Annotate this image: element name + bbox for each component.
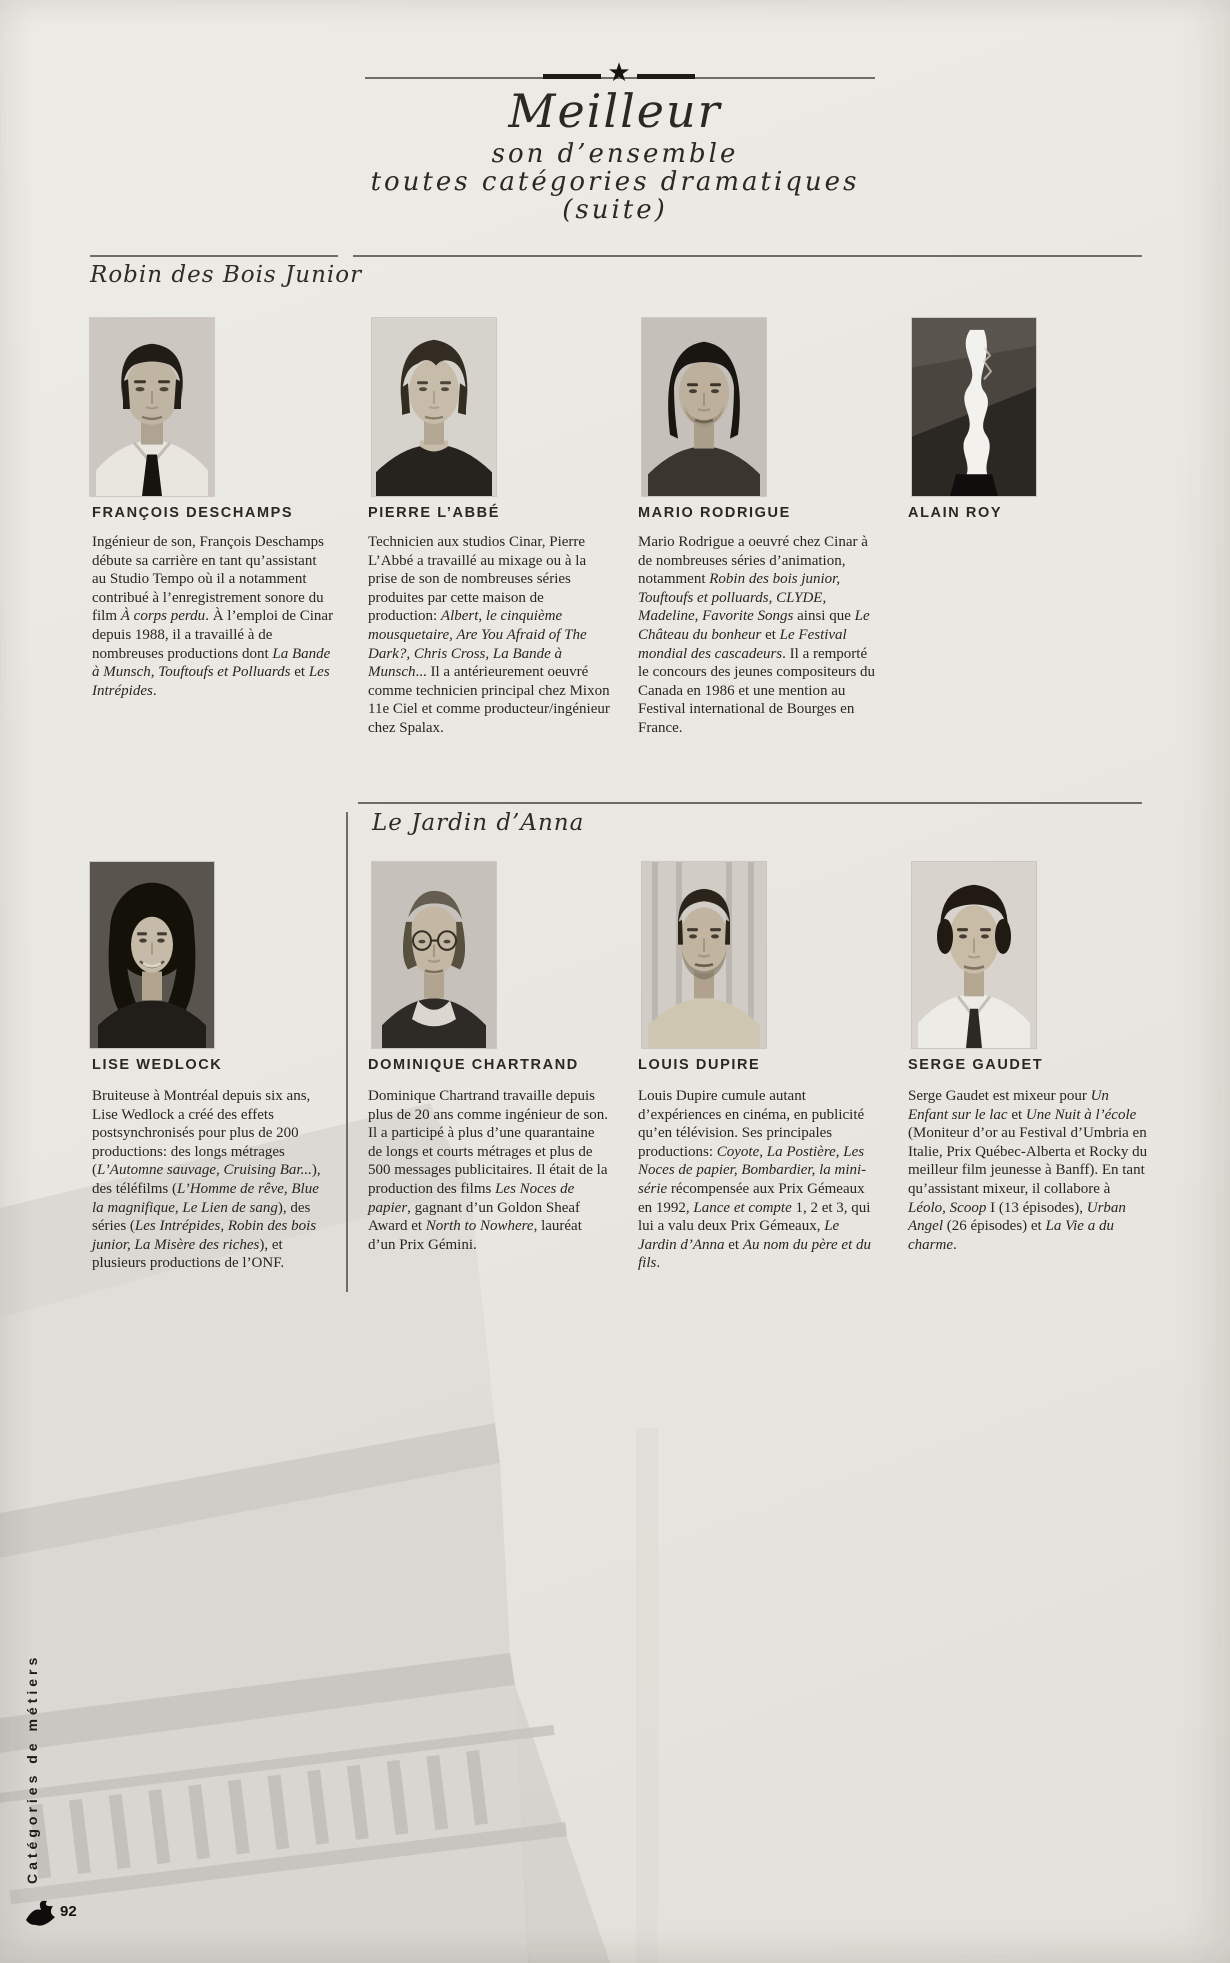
portrait-photo-pierre-labbe [372, 318, 496, 496]
bio-run: Ingénieur de son, François Deschamps débute sa carrière en tant qu’assistant au Studio Tempo où il a notamment contribué à l’enregistrement sonore du film [92, 534, 325, 625]
bio-run: ... Il a antérieurement oeuvré comme technicien principal chez Mixon 11e Ciel et comme producteur/ingénieur chez Spalax. [368, 664, 610, 736]
portrait-image [372, 862, 496, 1048]
bio-run: Une Nuit à l’école [1025, 1106, 1137, 1123]
bio-run: Serge Gaudet est mixeur pour [908, 1088, 1091, 1104]
bird-logo-icon [24, 1894, 58, 1932]
bio-run: récompensée aux Prix Gémeaux en 1992, [638, 1180, 865, 1216]
header-rule-thick-right [637, 74, 695, 79]
bio-run: La Vie a du charme [908, 1218, 1114, 1253]
bio-run: Léolo, Scoop [908, 1199, 987, 1216]
person-name: DOMINIQUE CHARTRAND [368, 1057, 579, 1073]
bio-run: . [656, 1255, 661, 1272]
bio-run: et [1007, 1106, 1026, 1123]
bio-paragraph [638, 533, 880, 738]
bio-paragraph [92, 533, 334, 700]
bio-run: et [290, 664, 309, 681]
bio-run: Coyote, La Postière, Les Noces de papier, Bombardier, la mini-série [638, 1143, 867, 1197]
bio-run: ), des séries ( [92, 1199, 311, 1235]
page-number: 92 [60, 1903, 77, 1920]
bio-run: Technicien aux studios Cinar, Pierre L’Abbé a travaillé au mixage ou à la prise de son de nombreuses séries produites par cette maison de production: [368, 534, 587, 625]
bio-run: . [953, 1236, 957, 1253]
bio-run: Louis Dupire cumule autant d’expériences en cinéma, en publicité qu’en télévision. Ses principales productions: [638, 1088, 865, 1160]
portrait-photo-mario-rodrigue [642, 318, 766, 496]
section1-rule-right [353, 255, 1142, 257]
star-icon: ★ [607, 58, 631, 88]
bio-run: ), et plusieurs productions de l’ONF. [92, 1236, 285, 1272]
bio-run: Le Festival mondial des cascadeurs [638, 626, 847, 662]
portrait-image [90, 318, 214, 496]
bio-run: Mario Rodrigue a oeuvré chez Cinar à de nombreuses séries d’animation, notamment [638, 534, 868, 588]
bio-run: La Bande à Munsch, Touftoufs et Polluards [92, 645, 331, 681]
bio-run: (Moniteur d’or au Festival d’Umbria en Italie, Prix Québec-Alberta et Rocky du meilleur film jeunesse à Banff). En tant qu’assistant mixeur, il collabore à [908, 1125, 1148, 1197]
bio-run: Au nom du père et du fils [638, 1236, 872, 1272]
bio-run: . Il a remporté le concours des jeunes compositeurs du Canada en 1986 et une mention au Festival international de Bourges en France. [638, 645, 876, 736]
bio-run: . À l’emploi de Cinar depuis 1988, il a travaillé à de nombreuses productions dont [92, 608, 334, 662]
bio-paragraph [908, 1087, 1150, 1254]
person-name: MARIO RODRIGUE [638, 505, 791, 521]
bio-run: Les Noces de papier [368, 1180, 575, 1216]
bio-run: Le Jardin d’Anna [638, 1218, 840, 1253]
bio-run: (26 épisodes) et [943, 1218, 1046, 1235]
bio-run: Lance et compte [693, 1199, 792, 1216]
portrait-photo-serge-gaudet [912, 862, 1036, 1048]
person-name: LOUIS DUPIRE [638, 1057, 761, 1073]
section1-header: Robin des Bois Junior [90, 262, 363, 288]
bio-run: Bruiteuse à Montréal depuis six ans, Lise Wedlock a créé des effets postsynchronisés pour plus de 200 productions: des longs métrages ( [92, 1088, 311, 1179]
portrait-photo-francois-deschamps [90, 318, 214, 496]
bio-run: Le Château du bonheur [638, 608, 870, 643]
bio-run: Un Enfant sur le lac [908, 1088, 1109, 1123]
portrait-image [90, 862, 214, 1048]
page-title-line-4: (suite) [562, 195, 668, 225]
bio-run: Albert, le cinquième mousquetaire, Are You Afraid of The Dark?, Chris Cross, La Bande à Munsch [368, 608, 587, 681]
bio-run: et [724, 1236, 743, 1253]
bio-paragraph [92, 1087, 334, 1273]
section1-rule-left [90, 255, 338, 257]
portrait-photo-dominique-chartrand [372, 862, 496, 1048]
bio-run: et [761, 626, 780, 643]
bio-paragraph [368, 533, 610, 738]
bio-run: . [152, 682, 157, 699]
bio-run: Les Intrépides, Robin des bois junior, La Misère des riches [92, 1218, 317, 1253]
portrait-photo-alain-roy [912, 318, 1036, 496]
person-name: LISE WEDLOCK [92, 1057, 223, 1073]
bio-run: ), des téléfilms ( [92, 1162, 321, 1197]
person-name: SERGE GAUDET [908, 1057, 1044, 1073]
bio-run: 1, 2 et 3, qui lui a valu deux Prix Gémeaux, [638, 1199, 871, 1235]
header-rule-thick-left [543, 74, 601, 79]
bio-run: North to Nowhere [425, 1218, 534, 1235]
page-title-line-1: Meilleur [508, 84, 722, 138]
bio-run: ainsi que [793, 608, 855, 625]
section2-vertical-divider [346, 812, 348, 1292]
portrait-photo-lise-wedlock [90, 862, 214, 1048]
portrait-image [372, 318, 496, 496]
bio-run: , gagnant d’un Goldon Sheaf Award et [368, 1199, 581, 1235]
bio-run: Urban Angel [908, 1199, 1126, 1235]
bio-paragraph [638, 1087, 880, 1273]
person-name: ALAIN ROY [908, 505, 1003, 521]
portrait-image [642, 862, 766, 1048]
bio-run: Robin des bois junior, Touftoufs et polluards, CLYDE, Madeline, Favorite Songs [638, 571, 841, 625]
sculpture-image [912, 318, 1036, 496]
bio-run: Les Intrépides [92, 664, 330, 699]
bio-run: À corps perdu [120, 608, 206, 625]
portrait-image [912, 862, 1036, 1048]
section2-header: Le Jardin d’Anna [372, 810, 585, 836]
page-title-line-3: toutes catégories dramatiques [370, 167, 860, 197]
person-name: PIERRE L’ABBÉ [368, 505, 500, 521]
bio-run: L’Homme de rêve, Blue la magnifique, Le Lien de sang [92, 1180, 319, 1216]
page-title-line-2: son d’ensemble [491, 139, 739, 169]
person-name: FRANÇOIS DESCHAMPS [92, 505, 294, 521]
sidebar-category-label: Catégories de métiers [24, 1653, 40, 1884]
bio-run: L’Automne sauvage, Cruising Bar... [97, 1162, 312, 1179]
bio-run: Dominique Chartrand travaille depuis plus de 20 ans comme ingénieur de son. Il a participé à plus d’une quarantaine de longs et courts métrages et plus de 500 messages publicitaires. Il était de la production des films [368, 1088, 608, 1197]
portrait-image [642, 318, 766, 496]
bio-run: , lauréat d’un Prix Gémini. [368, 1218, 582, 1253]
bio-run: I (13 épisodes), [986, 1199, 1087, 1216]
portrait-photo-louis-dupire [642, 862, 766, 1048]
bio-paragraph [368, 1087, 610, 1254]
section2-rule [358, 802, 1142, 804]
